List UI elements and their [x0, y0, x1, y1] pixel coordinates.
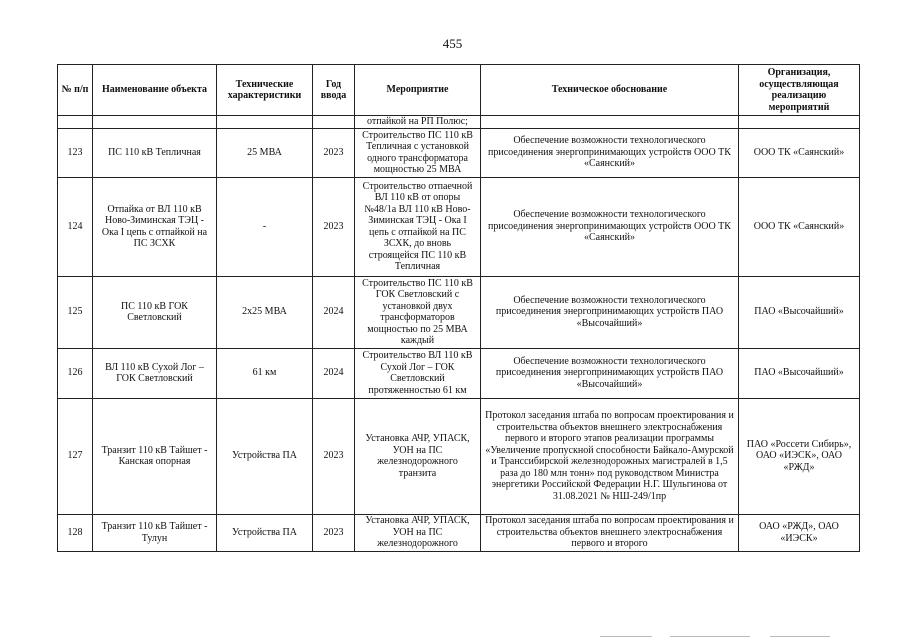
- cell-num: 126: [58, 348, 93, 398]
- cell-justification: Обеспечение возможности технологического присоединения энергопринимающих устройств ПАО «Высочайший»: [481, 276, 739, 348]
- cell-tech: Устройства ПА: [217, 514, 313, 551]
- cell-name: ПС 110 кВ ГОК Светловский: [93, 276, 217, 348]
- cell-tech: 2х25 МВА: [217, 276, 313, 348]
- cell-measure: Строительство ВЛ 110 кВ Сухой Лог – ГОК Светловский протяженностью 61 км: [355, 348, 481, 398]
- cell-tech: Устройства ПА: [217, 398, 313, 514]
- cell-name: ПС 110 кВ Тепличная: [93, 128, 217, 177]
- header-org: Организация, осуществляющая реализацию мероприятий: [739, 65, 860, 116]
- cell-measure: Установка АЧР, УПАСК, УОН на ПС железнодорожного: [355, 514, 481, 551]
- header-justification: Техническое обоснование: [481, 65, 739, 116]
- cell-justification: Обеспечение возможности технологического присоединения энергопринимающих устройств ПАО «Высочайший»: [481, 348, 739, 398]
- cell-year: 2023: [313, 177, 355, 276]
- cell-num: 128: [58, 514, 93, 551]
- cell-num: 123: [58, 128, 93, 177]
- cell-tech: -: [217, 177, 313, 276]
- table-row: [58, 276, 860, 348]
- header-name: Наименование объекта: [93, 65, 217, 116]
- cell-justification: Протокол заседания штаба по вопросам проектирования и строительства объектов внешнего электроснабжения первого и второго этапов реализации программы «Увеличение пропускной способности Байкало-Амурской и Транссибирской железнодорожных магистралей в 1,5 раза до 180 млн тонн» под руководством Министра энергетики Российской Федерации Н.Г. Шульгинова от 31.08.2021 № НШ-249/1пр: [481, 398, 739, 514]
- cell-justification: Обеспечение возможности технологического присоединения энергопринимающих устройств ООО ТК «Саянский»: [481, 128, 739, 177]
- cell-num: 124: [58, 177, 93, 276]
- cell-year: 2023: [313, 514, 355, 551]
- cell-tech: 25 МВА: [217, 128, 313, 177]
- cell-name: Транзит 110 кВ Тайшет - Канская опорная: [93, 398, 217, 514]
- cell-org: ПАО «Россети Сибирь», ОАО «ИЭСК», ОАО «РЖД»: [739, 398, 860, 514]
- cell-justification: Протокол заседания штаба по вопросам проектирования и строительства объектов внешнего электроснабжения первого и второго: [481, 514, 739, 551]
- table-row: [58, 348, 860, 398]
- cell-tech: 61 км: [217, 348, 313, 398]
- continuation-row: [58, 116, 860, 129]
- cell-year: 2023: [313, 128, 355, 177]
- table-row: [58, 398, 860, 514]
- cell-org: ПАО «Высочайший»: [739, 348, 860, 398]
- cell-org: ООО ТК «Саянский»: [739, 128, 860, 177]
- table-row: [58, 128, 860, 177]
- cell-org: ООО ТК «Саянский»: [739, 177, 860, 276]
- cell-num: 127: [58, 398, 93, 514]
- cell-year: 2024: [313, 276, 355, 348]
- page-number: 455: [442, 36, 463, 51]
- cell-org: ОАО «РЖД», ОАО «ИЭСК»: [739, 514, 860, 551]
- cell-org: ПАО «Высочайший»: [739, 276, 860, 348]
- cell-year: 2023: [313, 398, 355, 514]
- header-year: Год ввода: [313, 65, 355, 116]
- cell-name: ВЛ 110 кВ Сухой Лог – ГОК Светловский: [93, 348, 217, 398]
- cell-measure: Строительство ПС 110 кВ Тепличная с установкой одного трансформатора мощностью 25 МВА: [355, 128, 481, 177]
- cell-measure: Установка АЧР, УПАСК, УОН на ПС железнодорожного транзита: [355, 398, 481, 514]
- table-row: [58, 514, 860, 551]
- cell-num: 125: [58, 276, 93, 348]
- cell-year: 2024: [313, 348, 355, 398]
- cell-measure: Строительство отпаечной ВЛ 110 кВ от опоры №48/1а ВЛ 110 кВ Ново-Зиминская ТЭЦ - Ока I цепь с отпайкой на ПС ЗСХК, до вновь строящейся ПС 110 кВ Тепличная: [355, 177, 481, 276]
- cell-measure: Строительство ПС 110 кВ ГОК Светловский с установкой двух трансформаторов мощностью по 25 МВА каждый: [355, 276, 481, 348]
- table-header-row: [58, 65, 860, 116]
- header-num: № п/п: [58, 65, 93, 116]
- cell-name: Транзит 110 кВ Тайшет - Тулун: [93, 514, 217, 551]
- cell-justification: Обеспечение возможности технологического присоединения энергопринимающих устройств ООО ТК «Саянский»: [481, 177, 739, 276]
- cell-measure: отпайкой на РП Полюс;: [355, 116, 481, 129]
- header-tech: Технические характеристики: [217, 65, 313, 116]
- header-measure: Мероприятие: [355, 65, 481, 116]
- scan-edge-lines: [0, 632, 905, 640]
- measures-table: [57, 64, 860, 552]
- cell-name: Отпайка от ВЛ 110 кВ Ново-Зиминская ТЭЦ - Ока I цепь с отпайкой на ПС ЗСХК: [93, 177, 217, 276]
- table-row: [58, 177, 860, 276]
